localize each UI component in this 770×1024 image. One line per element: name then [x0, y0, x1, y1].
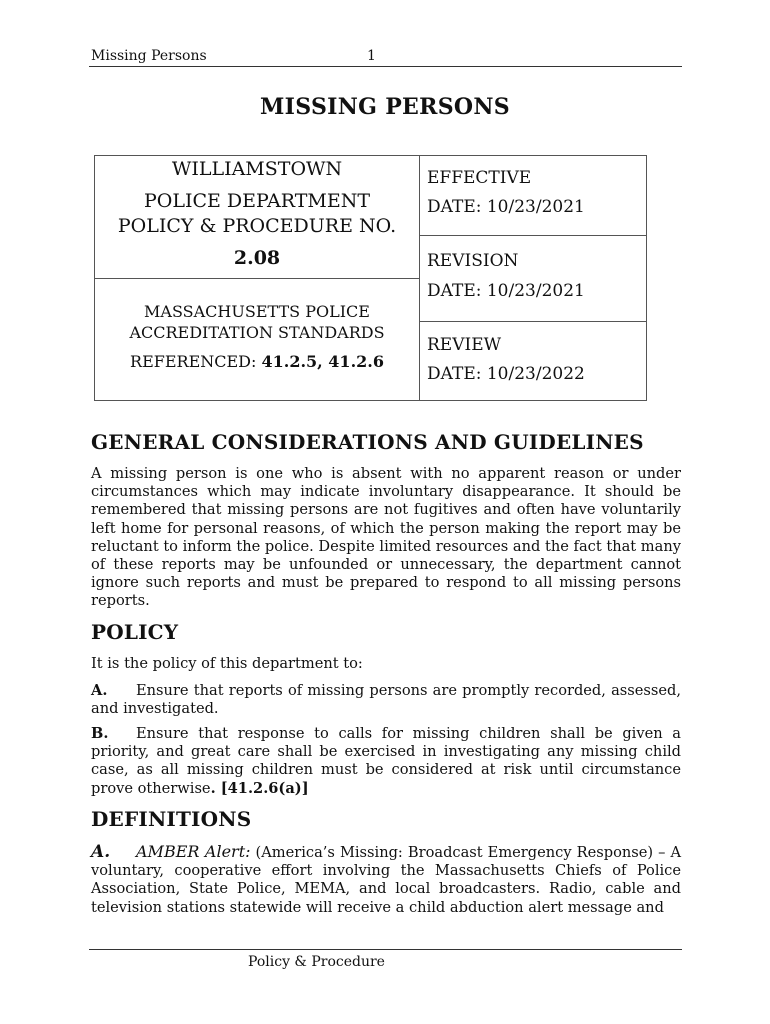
- dept-name-line2: POLICE DEPARTMENT: [143, 190, 371, 212]
- review-label: REVIEW: [427, 335, 502, 355]
- definition-a-text: (America’s Missing: Broadcast Emergency Response) – A voluntary, cooperative effort involving the Massachusetts Chiefs of Police Association, State Police, MEMA, and local broadcasters. Radio, cable and television stations statewide will receive a child abduction alert message and: [91, 844, 681, 916]
- accreditation-line2: ACCREDITATION STANDARDS: [129, 323, 385, 342]
- definition-item-a: [91, 843, 681, 917]
- footer-text: Policy & Procedure: [248, 954, 385, 970]
- section-heading-definitions: DEFINITIONS: [91, 807, 252, 831]
- definition-a-term: AMBER Alert:: [136, 842, 251, 861]
- general-paragraph: A missing person is one who is absent with no apparent reason or under circumstances which may indicate involuntary disappearance. It should be remembered that missing persons are not fugitives and often have voluntarily left home for personal reasons, of which the person making the report may be reluctant to inform the police. Despite limited resources and the fact that many of these reports may be unfounded or unnecessary, the department cannot ignore such reports and must be prepared to respond to all missing persons reports.: [91, 465, 681, 610]
- page-number: 1: [367, 48, 376, 64]
- policy-item-a: [91, 682, 681, 718]
- document-title: MISSING PERSONS: [260, 94, 510, 120]
- accreditation-line1: MASSACHUSETTS POLICE: [144, 302, 370, 321]
- revision-date: DATE: 10/23/2021: [427, 281, 585, 301]
- policy-item-b: [91, 725, 681, 798]
- referenced-standards: 41.2.5, 41.2.6: [261, 352, 384, 371]
- referenced-label: REFERENCED:: [130, 352, 257, 371]
- table-divider-right-2: [419, 321, 647, 322]
- section-heading-policy: POLICY: [91, 620, 179, 644]
- accreditation-referenced: [95, 352, 419, 371]
- review-date: DATE: 10/23/2022: [427, 364, 585, 384]
- revision-label: REVISION: [427, 251, 519, 271]
- footer-rule: [89, 949, 682, 950]
- definition-a-letter: A.: [91, 842, 111, 862]
- table-divider-left: [94, 278, 420, 279]
- header-rule: [89, 66, 682, 67]
- policy-item-a-text: Ensure that reports of missing persons are promptly recorded, assessed, and investigated.: [91, 682, 681, 718]
- table-divider-right-1: [419, 235, 647, 236]
- running-header-title: Missing Persons: [91, 48, 207, 64]
- policy-intro: It is the policy of this department to:: [91, 655, 363, 672]
- section-heading-general: GENERAL CONSIDERATIONS AND GUIDELINES: [91, 430, 644, 454]
- policy-number: 2.08: [233, 247, 281, 269]
- policy-item-b-reference: . [41.2.6(a)]: [210, 779, 309, 797]
- dept-name-line3: POLICY & PROCEDURE NO.: [117, 215, 397, 237]
- dept-name-line1: WILLIAMSTOWN: [171, 158, 343, 180]
- policy-item-a-letter: A.: [91, 682, 108, 699]
- effective-label: EFFECTIVE: [427, 168, 532, 188]
- policy-item-b-letter: B.: [91, 725, 109, 742]
- effective-date: DATE: 10/23/2021: [427, 197, 585, 217]
- policy-item-b-text: Ensure that response to calls for missing children shall be given a priority, and great care shall be exercised in investigating any missing child case, as all missing children must be considered at risk until circumstance prove otherwise: [91, 725, 681, 797]
